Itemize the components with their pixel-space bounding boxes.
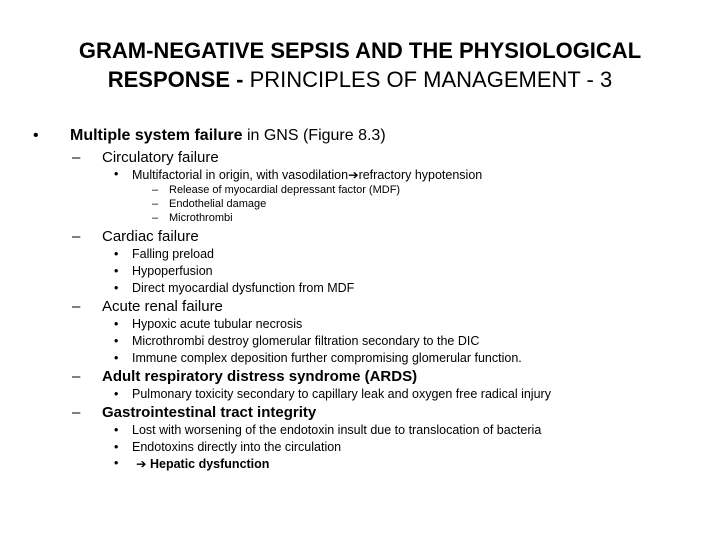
arrow-right-icon: ➔ (348, 168, 359, 182)
gi-item-0: Lost with worsening of the endotoxin insult due to translocation of bacteria (132, 423, 542, 437)
circulatory-sub-1: Endothelial damage (169, 198, 267, 210)
cardiac-item-2: Direct myocardial dysfunction from MDF (132, 281, 355, 295)
bullet-dot: • (114, 423, 119, 437)
dash: – (72, 228, 81, 245)
dash: – (72, 368, 81, 385)
bullet-dot: • (114, 317, 119, 331)
circulatory-point-a: Multifactorial in origin, with vasodilation (132, 168, 349, 182)
bullet-dot: • (33, 127, 39, 144)
dash: – (72, 298, 81, 315)
gi-item-1: Endotoxins directly into the circulation (132, 440, 342, 454)
bullet-dot: • (114, 264, 119, 278)
gi-hepatic: Hepatic dysfunction (149, 457, 270, 471)
circulatory-heading: Circulatory failure (102, 149, 219, 166)
cardiac-item-0: Falling preload (132, 247, 214, 261)
bullet-dot: • (114, 456, 119, 470)
circulatory-sub-2: Microthrombi (169, 212, 233, 224)
bullet-dot: • (114, 387, 119, 401)
circulatory-point-b: refractory hypotension (358, 168, 483, 182)
bullet-dot: • (114, 281, 119, 295)
title-normal: PRINCIPLES OF MANAGEMENT - 3 (243, 67, 613, 92)
ards-item-0: Pulmonary toxicity secondary to capillary leak and oxygen free radical injury (132, 387, 551, 401)
dash: – (72, 404, 81, 421)
circulatory-sub-0: Release of myocardial depressant factor (MDF) (169, 184, 401, 196)
ards-heading: Adult respiratory distress syndrome (ARDS) (102, 368, 418, 385)
cardiac-item-1: Hypoperfusion (132, 264, 213, 278)
renal-item-0: Hypoxic acute tubular necrosis (132, 317, 303, 331)
dash: – (72, 149, 81, 166)
main-point-bold: Multiple system failure (70, 127, 243, 144)
dash: – (152, 212, 159, 224)
bullet-dot: • (114, 440, 119, 454)
renal-heading: Acute renal failure (102, 298, 223, 315)
title-bold: GRAM-NEGATIVE SEPSIS AND THE PHYSIOLOGICAL RESPONSE - (78, 38, 642, 92)
cardiac-heading: Cardiac failure (102, 228, 199, 245)
dash: – (152, 198, 159, 210)
dash: – (152, 184, 159, 196)
main-point (70, 127, 386, 145)
slide-title (40, 36, 680, 94)
bullet-dot: • (114, 351, 119, 365)
bullet-dot: • (114, 247, 119, 261)
bullet-dot: • (114, 167, 119, 181)
arrow-right-icon: ➔ (136, 457, 147, 471)
main-point-rest: in GNS (Figure 8.3) (242, 127, 386, 144)
renal-item-2: Immune complex deposition further compromising glomerular function. (132, 351, 522, 365)
bullet-dot: • (114, 334, 119, 348)
gi-heading: Gastrointestinal tract integrity (102, 404, 317, 421)
renal-item-1: Microthrombi destroy glomerular filtration secondary to the DIC (132, 334, 480, 348)
